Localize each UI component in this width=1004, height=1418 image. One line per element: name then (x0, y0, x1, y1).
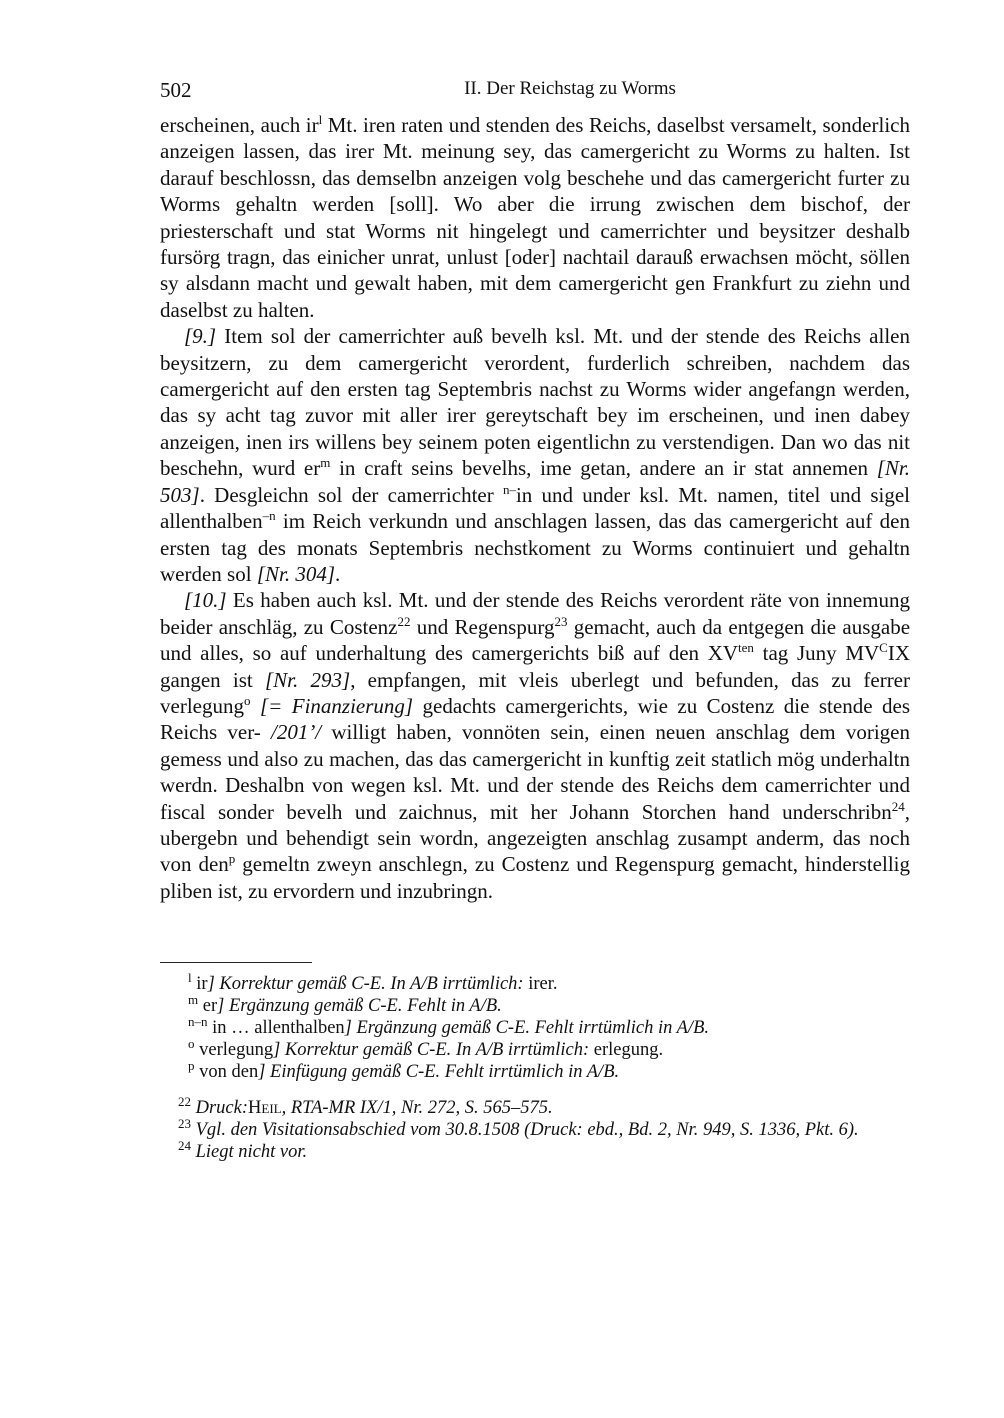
footnotes (160, 970, 910, 1163)
cross-reference: [Nr. 293] (264, 667, 351, 692)
apparatus-mark: m (320, 455, 331, 471)
gloss: [= Finanzierung] (259, 693, 414, 718)
page-number: 502 (160, 78, 192, 102)
main-text (160, 112, 910, 904)
apparatus-mark: p (228, 851, 236, 867)
footnote-mark: 23 (554, 613, 568, 629)
apparatus-mark: o (243, 692, 251, 708)
paragraph-1: erscheinen, auch $ir^l$ Mt. iren raten und stenden des Reichs, daselbst versamelt, sonderlich anzeigen lassen, das irer Mt. meinung sey, das camergericht zu Worms zu halten. Ist darauf beschlossn, das demselbn anzeigen volg beschehe und das camergericht furter zu Worms gehaltn werden [soll]. Wo aber die irrung zwischen dem bischof, der priesterschaft und stat Worms nit hingelegt und camerrichter und beysitzer deshalb fursörg tragn, das einicher unrat, unlust [oder] nachtail darauß erwachsen möcht, söllen sy alsdann macht und gewalt haben, mit dem camergericht gen Frankfurt zu ziehn und daselbst zu halten. (160, 112, 910, 322)
footnote-22: $^{22}$ Druck:Heil, RTA-MR IX/1, Nr. 272, S. 565–575. (178, 1094, 553, 1119)
cross-reference: [Nr. 304] (256, 561, 336, 586)
folio-marker: /201’/ (270, 720, 322, 745)
running-title: II. Der Reichstag zu Worms (464, 78, 676, 99)
apparatus-note: $^o$ verlegung] Korrektur gemäß C-E. In A/B irrtümlich: erlegung. (188, 1036, 664, 1061)
cross-reference: [Nr. 503] (160, 456, 911, 507)
paragraph-10: [10.] Es haben auch ksl. Mt. und der stende des Reichs verordent räte von innemung beider anschläg, zu Costenz$^{22}$ und Regenspurg$^{23}$ gemacht, auch da entgegen die ausgabe und alles, so auf underhaltung des camergerichts biß auf den $XV^{ten}$ tag Juny $MV^CIX$ gangen ist [Nr. 293], empfangen, mit vleis uberlegt und befunden, das zu ferrer verlegung$^o$ [= Finanzierung] gedachts camergerichts, wie zu Costenz die stende des Reichs ver- /201’/ willigt haben, vonnöten sein, einen neuen anschlag dem vorigen gemess und also zu machen, das das camergericht in kunftig zeit statlich mög underhaltn werdn. Deshalbn von wegen ksl. Mt. und der stende des Reichs dem camerrichter und fiscal sonder bevelh und zaichnus, mit her Johann Storchen hand underschribn$^{24}$, ubergebn und behendigt sein wordn, angezeigten anschlag zusampt anderm, das noch von den$^p$ gemeltn zweyn anschlegn, zu Costenz und Regenspurg gemacht, hinderstellig pliben ist, zu ervordern und inzubringn. (160, 588, 911, 903)
apparatus-mark: –n (262, 508, 276, 524)
footnote-mark: 24 (891, 798, 905, 814)
apparatus-mark: l (318, 112, 323, 127)
document-page (160, 78, 910, 1163)
author-name: Heil (248, 1098, 282, 1119)
footnote-23: $^{23}$ Vgl. den Visitationsabschied vom 30.8.1508 (Druck: ebd., Bd. 2, Nr. 949, S. 1336, Pkt. 6). (178, 1116, 859, 1141)
footnote-24: $^{24}$ Liegt nicht vor. (178, 1138, 308, 1163)
apparatus-note: $^m$ er] Ergänzung gemäß C-E. Fehlt in A/B. (188, 992, 502, 1017)
apparatus-note: $^{n-n}$ in … allenthalben] Ergänzung gemäß C-E. Fehlt irrtümlich in A/B. (188, 1014, 709, 1039)
apparatus-mark: n– (502, 481, 516, 497)
apparatus-note: $^l$ ir] Korrektur gemäß C-E. In A/B irrtümlich: irer. (188, 970, 558, 995)
paragraph-9: [9.] Item sol der camerrichter auß bevelh ksl. Mt. und der stende des Reichs allen beysitzern, zu dem camergericht verordent, furderlich schreiben, nachdem das camergericht auf den ersten tag Septembris nachst zu Worms wider angefangn werden, das sy acht tag zuvor mit aller irer gereytschaft bey im erscheinen, und inen dabey anzeigen, inen irs willens bey seinem poten eigentlichn zu verstendigen. Dan wo das nit beschehn, wurd $er^m$ in craft seins bevelhs, ime getan, andere an ir stat annemen [Nr. 503]. Desgleichn sol der camerrichter $^{n-}$in und under ksl. Mt. namen, titel und sigel allenthalben$^{-n}$ im Reich verkundn und anschlagen lassen, das das camergericht auf den ersten tag des monats Septembris nechstkoment zu Worms continuiert und gehaltn werden sol [Nr. 304]. (160, 324, 911, 586)
footnote-separator (160, 962, 312, 963)
section-number: [10.] (184, 588, 227, 613)
apparatus-note: $^p$ von den] Einfügung gemäß C-E. Fehlt irrtümlich in A/B. (188, 1058, 620, 1083)
section-number: [9.] (184, 324, 217, 349)
footnote-mark: 22 (397, 613, 411, 629)
page-header (160, 78, 910, 108)
